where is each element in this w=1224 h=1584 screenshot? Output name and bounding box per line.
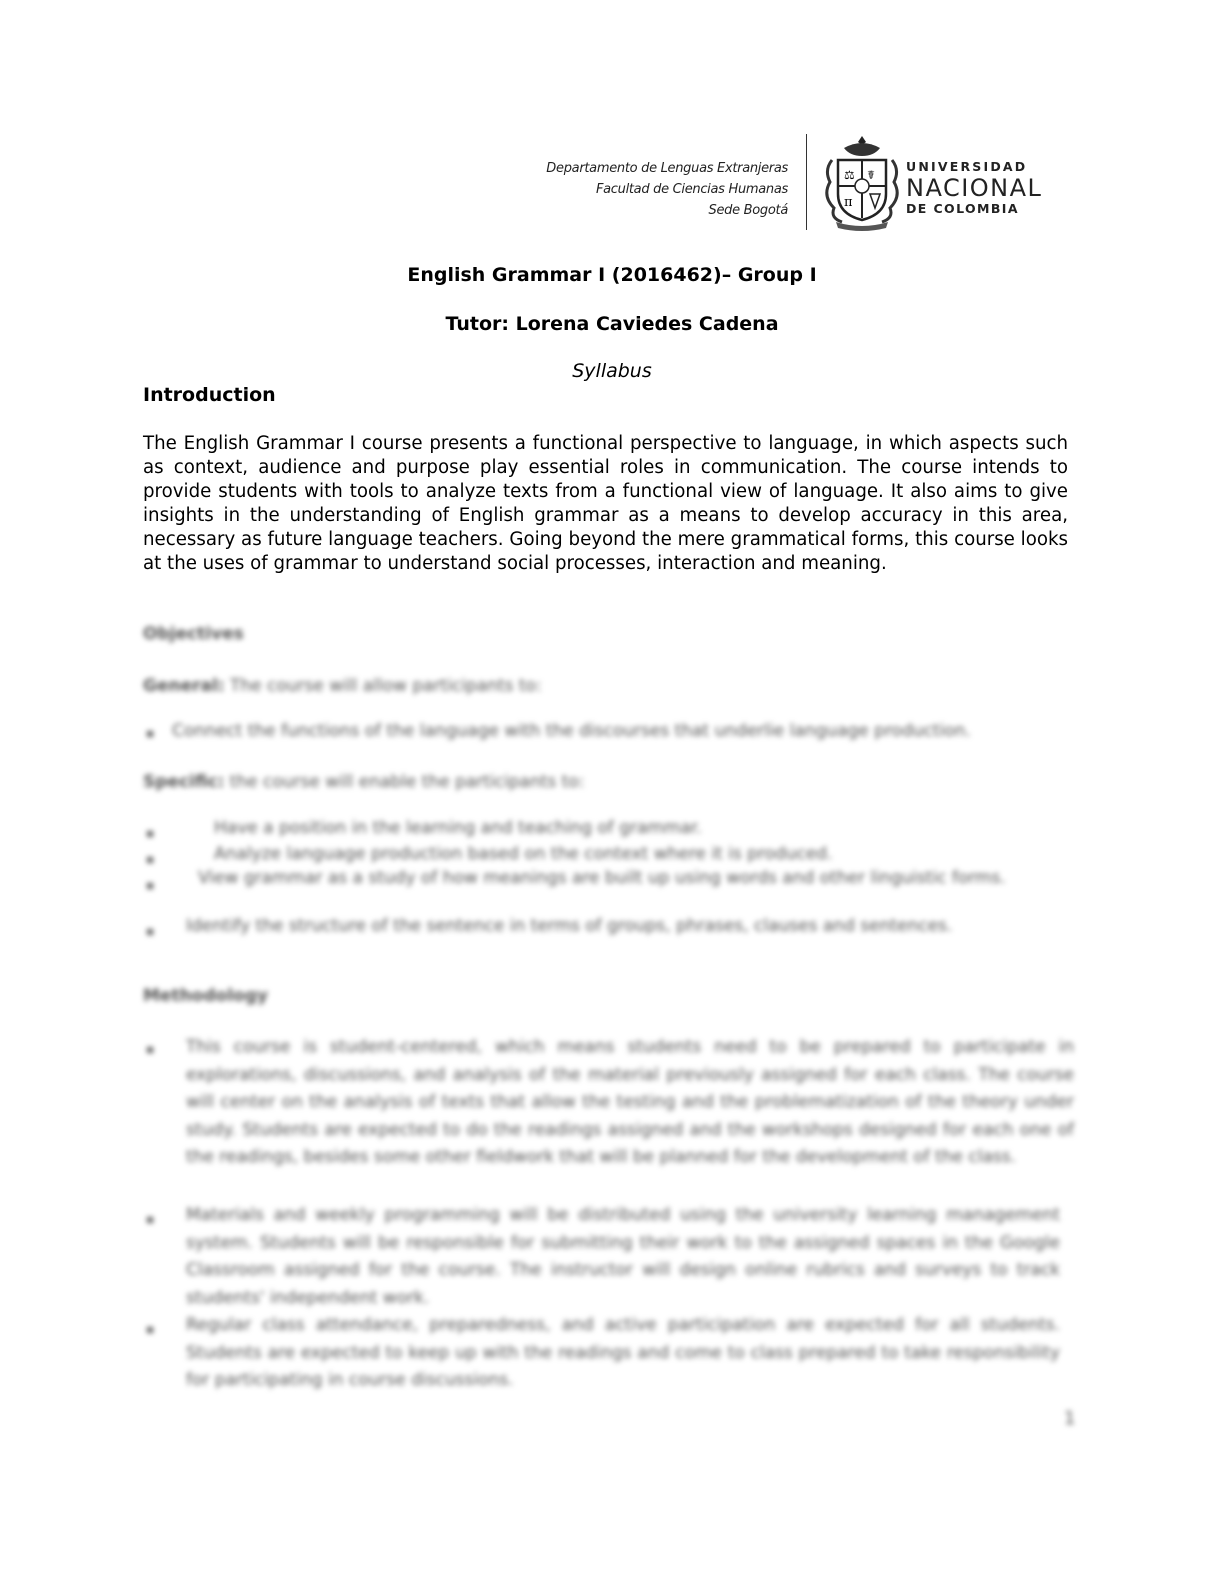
general-objective-intro bbox=[143, 674, 1078, 698]
svg-text:⚖: ⚖ bbox=[844, 168, 855, 182]
bullet-icon: ▪ bbox=[146, 852, 155, 866]
university-line-1: UNIVERSIDAD bbox=[906, 159, 1028, 174]
tutor-name: Tutor: Lorena Caviedes Cadena bbox=[445, 313, 779, 335]
faculty-name: Facultad de Ciencias Humanas bbox=[595, 182, 788, 197]
general-text: The course will allow participants to: bbox=[224, 676, 542, 696]
general-label: General: bbox=[143, 676, 225, 696]
university-crest-icon bbox=[822, 132, 902, 232]
specific-objective-item: Analyze language production based on the context where it is produced. bbox=[214, 844, 833, 864]
introduction-heading: Introduction bbox=[143, 384, 276, 406]
bullet-icon: ▪ bbox=[146, 1042, 155, 1056]
bullet-icon: ▪ bbox=[146, 726, 155, 740]
department-name: Departamento de Lenguas Extranjeras bbox=[546, 161, 788, 176]
methodology-item: This course is student-centered, which means students need to be prepared to participate in explorations, discussions, and analysis of the material previously assigned for each class. The course will center on the analysis of texts that allow the testing and the problematization of the theory under study. Students are expected to do the readings assigned and the workshops designed for each one of the readings, besides some other fieldwork that will be planned for the development of the class. bbox=[186, 1037, 1074, 1167]
introduction-paragraph: The English Grammar I course presents a functional perspective to language, in which aspects such as context, audience and purpose play essential roles in communication. The course intends to provide students with tools to analyze texts from a functional view of language. It also aims to give insights in the understanding of English grammar as a means to develop accuracy in this area, necessary as future language teachers. Going beyond the mere grammatical forms, this course looks at the uses of grammar to understand social processes, interaction and meaning. bbox=[143, 433, 1068, 575]
bullet-icon: ▪ bbox=[146, 1322, 155, 1336]
bullet-icon: ▪ bbox=[146, 1212, 155, 1226]
svg-text:☤: ☤ bbox=[867, 168, 876, 182]
campus-name: Sede Bogotá bbox=[708, 203, 788, 218]
university-line-3: DE COLOMBIA bbox=[906, 201, 1019, 216]
bullet-icon: ▪ bbox=[146, 924, 155, 938]
svg-text:π: π bbox=[844, 195, 853, 210]
specific-objective-intro bbox=[143, 770, 1078, 794]
university-line-2: NACIONAL bbox=[906, 174, 1043, 202]
objectives-heading: Objectives bbox=[143, 624, 244, 644]
specific-objective-item: Identify the structure of the sentence in terms of groups, phrases, clauses and sentences. bbox=[186, 916, 953, 936]
page-number: 1 bbox=[1064, 1408, 1076, 1429]
specific-objective-item: View grammar as a study of how meanings are built up using words and other linguistic forms. bbox=[198, 868, 1006, 888]
specific-label: Specific: bbox=[143, 772, 225, 792]
methodology-heading: Methodology bbox=[143, 986, 268, 1006]
document-type: Syllabus bbox=[572, 360, 652, 382]
department-info bbox=[546, 158, 788, 221]
specific-objective-item: Have a position in the learning and teaching of grammar. bbox=[214, 818, 702, 838]
letterhead bbox=[540, 132, 1060, 232]
university-name bbox=[906, 160, 1042, 216]
general-objective-item: Connect the functions of the language with the discourses that underlie language production. bbox=[172, 721, 971, 741]
course-title: English Grammar I (2016462)– Group I bbox=[407, 264, 817, 286]
methodology-item: Regular class attendance, preparedness, and active participation are expected for all students. Students are expected to keep up with the readings and come to class prepared to take responsibility for participating in course discussions. bbox=[186, 1315, 1060, 1390]
specific-text: the course will enable the participants to: bbox=[224, 772, 585, 792]
header-divider bbox=[806, 134, 807, 230]
methodology-item: Materials and weekly programming will be distributed using the university learning management system. Students will be responsible for submitting their work to the assigned spaces in the Google Classroom assigned for the course. The instructor will design online rubrics and surveys to track students' independent work. bbox=[186, 1205, 1060, 1308]
bullet-icon: ▪ bbox=[146, 826, 155, 840]
bullet-icon: ▪ bbox=[146, 878, 155, 892]
